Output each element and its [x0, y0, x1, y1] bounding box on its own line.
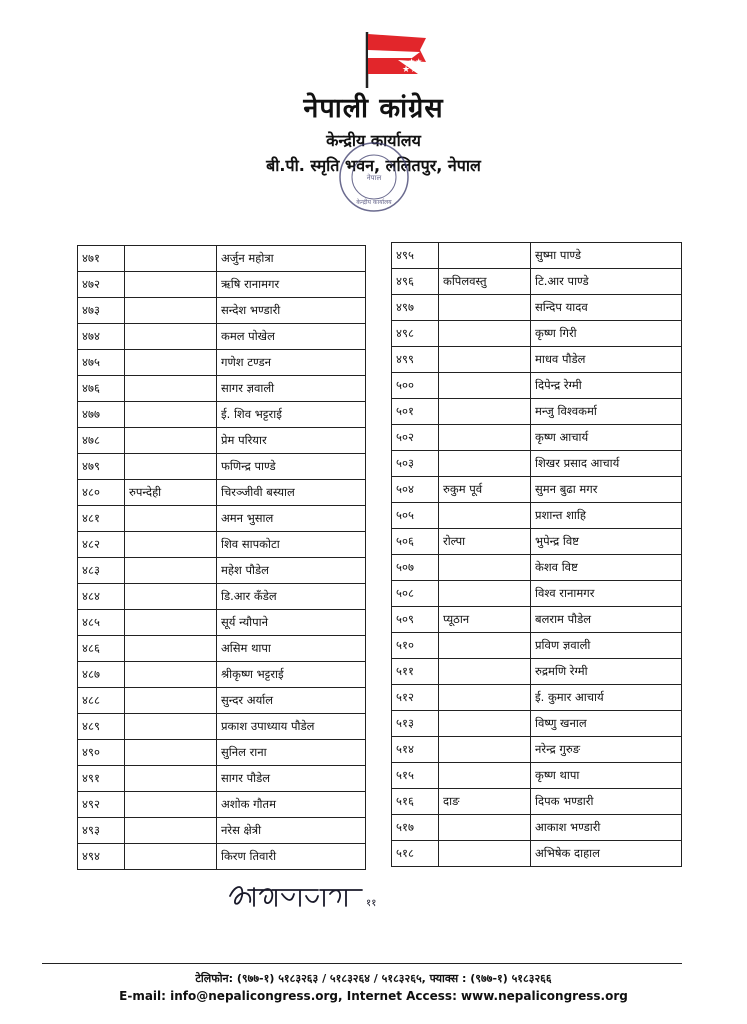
member-name: प्रेम परियार: [217, 428, 366, 454]
member-name: दिपक भण्डारी: [531, 789, 682, 815]
serial-number: ५१८: [392, 841, 439, 867]
table-row: [78, 454, 366, 480]
svg-text:नेपाल: नेपाल: [366, 174, 382, 182]
district-cell: [439, 295, 531, 321]
district-cell: रोल्पा: [439, 529, 531, 555]
member-name: डि.आर कँडेल: [217, 584, 366, 610]
serial-number: ४८५: [78, 610, 125, 636]
serial-number: ५१३: [392, 711, 439, 737]
serial-number: ५१५: [392, 763, 439, 789]
table-row: [392, 555, 682, 581]
member-name: रुद्रमणि रेग्मी: [531, 659, 682, 685]
district-cell: [125, 636, 217, 662]
serial-number: ४८७: [78, 662, 125, 688]
table-row: [78, 714, 366, 740]
district-cell: [125, 558, 217, 584]
member-name: सागर ज्ञवाली: [217, 376, 366, 402]
district-cell: [125, 714, 217, 740]
table-row: [78, 298, 366, 324]
serial-number: ४८३: [78, 558, 125, 584]
member-name: कृष्ण गिरी: [531, 321, 682, 347]
office-title: केन्द्रीय कार्यालय: [326, 131, 421, 150]
district-cell: [125, 584, 217, 610]
serial-number: ५०२: [392, 425, 439, 451]
member-name: चिरञ्जीवी बस्याल: [217, 480, 366, 506]
table-row: [78, 584, 366, 610]
member-name: कमल पोखेल: [217, 324, 366, 350]
serial-number: ५१०: [392, 633, 439, 659]
table-row: [392, 815, 682, 841]
table-row: [78, 506, 366, 532]
svg-text:★★: ★★: [402, 65, 419, 75]
table-row: [392, 295, 682, 321]
table-row: [392, 243, 682, 269]
member-name: नरेन्द्र गुरुङ: [531, 737, 682, 763]
serial-number: ४७४: [78, 324, 125, 350]
serial-number: ४८८: [78, 688, 125, 714]
serial-number: ४९३: [78, 818, 125, 844]
member-name: श्रीकृष्ण भट्टराई: [217, 662, 366, 688]
serial-number: ४९८: [392, 321, 439, 347]
district-cell: [125, 402, 217, 428]
member-name: अशोक गौतम: [217, 792, 366, 818]
district-cell: [439, 659, 531, 685]
serial-number: ५०५: [392, 503, 439, 529]
serial-number: ५१४: [392, 737, 439, 763]
member-name: सागर पौडेल: [217, 766, 366, 792]
district-cell: [439, 815, 531, 841]
member-name: अमन भुसाल: [217, 506, 366, 532]
table-row: [78, 480, 366, 506]
serial-number: ५०९: [392, 607, 439, 633]
district-cell: [439, 711, 531, 737]
party-flag-logo: [358, 28, 430, 90]
svg-text:११: ११: [366, 898, 377, 909]
serial-number: ४७३: [78, 298, 125, 324]
serial-number: ४८६: [78, 636, 125, 662]
serial-number: ५१६: [392, 789, 439, 815]
serial-number: ५०७: [392, 555, 439, 581]
district-cell: [125, 610, 217, 636]
table-row: [392, 503, 682, 529]
member-name: टि.आर पाण्डे: [531, 269, 682, 295]
member-name: अर्जुन महोत्रा: [217, 246, 366, 272]
office-seal-stamp: [337, 140, 411, 214]
serial-number: ४७७: [78, 402, 125, 428]
district-cell: [125, 740, 217, 766]
member-name: ऋषि रानामगर: [217, 272, 366, 298]
district-cell: [125, 506, 217, 532]
table-row: [392, 711, 682, 737]
table-row: [392, 425, 682, 451]
district-cell: [439, 737, 531, 763]
member-name: प्रशान्त शाहि: [531, 503, 682, 529]
svg-text:★★: ★★: [408, 57, 423, 66]
district-cell: [439, 555, 531, 581]
district-cell: [125, 532, 217, 558]
member-name: बलराम पौडेल: [531, 607, 682, 633]
table-row: [392, 633, 682, 659]
table-row: [78, 558, 366, 584]
member-name: किरण तिवारी: [217, 844, 366, 870]
district-cell: [439, 685, 531, 711]
member-name: सुनिल राना: [217, 740, 366, 766]
district-cell: [439, 503, 531, 529]
member-name: माधव पौडेल: [531, 347, 682, 373]
district-cell: [439, 399, 531, 425]
serial-number: ४९६: [392, 269, 439, 295]
member-name: विष्णु खनाल: [531, 711, 682, 737]
member-name: सन्देश भण्डारी: [217, 298, 366, 324]
table-row: [78, 792, 366, 818]
district-cell: [125, 428, 217, 454]
district-cell: कपिलवस्तु: [439, 269, 531, 295]
serial-number: ४७५: [78, 350, 125, 376]
table-row: [78, 740, 366, 766]
footer-email-website: E-mail: info@nepalicongress.org, Internet Access: www.nepalicongress.org: [119, 989, 628, 1003]
district-cell: दाङ: [439, 789, 531, 815]
member-name: प्रविण ज्ञवाली: [531, 633, 682, 659]
table-row: [392, 841, 682, 867]
district-cell: [125, 766, 217, 792]
table-row: [78, 662, 366, 688]
svg-text:केन्द्रीय कार्यालय: केन्द्रीय कार्यालय: [356, 199, 392, 206]
table-row: [392, 529, 682, 555]
serial-number: ५०३: [392, 451, 439, 477]
district-cell: रुपन्देही: [125, 480, 217, 506]
serial-number: ५००: [392, 373, 439, 399]
table-row: [392, 763, 682, 789]
serial-number: ४८०: [78, 480, 125, 506]
district-cell: [439, 425, 531, 451]
table-row: [78, 688, 366, 714]
serial-number: ४९१: [78, 766, 125, 792]
district-cell: [125, 376, 217, 402]
member-name: आकाश भण्डारी: [531, 815, 682, 841]
table-row: [392, 477, 682, 503]
district-cell: [125, 792, 217, 818]
district-cell: रुकुम पूर्व: [439, 477, 531, 503]
table-row: [392, 347, 682, 373]
district-cell: [125, 324, 217, 350]
district-cell: [439, 347, 531, 373]
table-row: [392, 789, 682, 815]
serial-number: ४९७: [392, 295, 439, 321]
table-row: [78, 766, 366, 792]
serial-number: ४८१: [78, 506, 125, 532]
member-table-right: [391, 242, 682, 867]
table-row: [78, 402, 366, 428]
serial-number: ४९२: [78, 792, 125, 818]
member-name: शिखर प्रसाद आचार्य: [531, 451, 682, 477]
table-row: [392, 581, 682, 607]
table-row: [78, 428, 366, 454]
member-table-left: [77, 245, 366, 870]
member-name: सुष्मा पाण्डे: [531, 243, 682, 269]
serial-number: ४७२: [78, 272, 125, 298]
table-row: [78, 610, 366, 636]
district-cell: [439, 581, 531, 607]
member-name: गणेश टण्डन: [217, 350, 366, 376]
serial-number: ५११: [392, 659, 439, 685]
serial-number: ५०८: [392, 581, 439, 607]
member-name: विश्व रानामगर: [531, 581, 682, 607]
district-cell: [125, 272, 217, 298]
member-name: सूर्य न्यौपाने: [217, 610, 366, 636]
serial-number: ४९९: [392, 347, 439, 373]
serial-number: ५०६: [392, 529, 439, 555]
district-cell: [439, 373, 531, 399]
district-cell: [125, 844, 217, 870]
serial-number: ४८२: [78, 532, 125, 558]
member-name: कृष्ण आचार्य: [531, 425, 682, 451]
table-row: [392, 659, 682, 685]
serial-number: ५१२: [392, 685, 439, 711]
member-name: अभिषेक दाहाल: [531, 841, 682, 867]
table-row: [78, 272, 366, 298]
district-cell: [439, 321, 531, 347]
serial-number: ४७६: [78, 376, 125, 402]
member-name: दिपेन्द्र रेग्मी: [531, 373, 682, 399]
serial-number: ४९४: [78, 844, 125, 870]
serial-number: ४७१: [78, 246, 125, 272]
table-row: [392, 737, 682, 763]
district-cell: [439, 451, 531, 477]
member-name: प्रकाश उपाध्याय पौडेल: [217, 714, 366, 740]
table-row: [392, 685, 682, 711]
serial-number: ४८४: [78, 584, 125, 610]
member-name: सुमन बुढा मगर: [531, 477, 682, 503]
district-cell: प्यूठान: [439, 607, 531, 633]
party-name: नेपाली कांग्रेस: [303, 93, 444, 124]
member-name: फणिन्द्र पाण्डे: [217, 454, 366, 480]
district-cell: [125, 454, 217, 480]
member-name: सन्दिप यादव: [531, 295, 682, 321]
serial-number: ५०४: [392, 477, 439, 503]
table-row: [78, 818, 366, 844]
district-cell: [439, 763, 531, 789]
district-cell: [125, 298, 217, 324]
serial-number: ४८९: [78, 714, 125, 740]
member-name: शिव सापकोटा: [217, 532, 366, 558]
table-row: [392, 399, 682, 425]
table-row: [78, 376, 366, 402]
table-row: [78, 532, 366, 558]
member-name: कृष्ण थापा: [531, 763, 682, 789]
district-cell: [125, 662, 217, 688]
serial-number: ४७८: [78, 428, 125, 454]
district-cell: [439, 841, 531, 867]
member-name: भुपेन्द्र विष्ट: [531, 529, 682, 555]
serial-number: ४९०: [78, 740, 125, 766]
table-row: [78, 324, 366, 350]
member-name: नरेस क्षेत्री: [217, 818, 366, 844]
member-name: ई. शिव भट्टराई: [217, 402, 366, 428]
member-name: सुन्दर अर्याल: [217, 688, 366, 714]
serial-number: ५१७: [392, 815, 439, 841]
footer-phone-fax: टेलिफोन: (९७७-१) ५१८३२६३ / ५१८३२६४ / ५१८३२६५, फ्याक्स : (९७७-१) ५१८३२६६: [195, 972, 552, 985]
serial-number: ५०१: [392, 399, 439, 425]
handwritten-signature: [226, 876, 391, 916]
member-name: ई. कुमार आचार्य: [531, 685, 682, 711]
district-cell: [439, 243, 531, 269]
office-address: बी.पी. स्मृति भवन, ललितपुर, नेपाल: [266, 156, 481, 175]
member-name: असिम थापा: [217, 636, 366, 662]
table-row: [392, 607, 682, 633]
table-row: [392, 373, 682, 399]
district-cell: [125, 350, 217, 376]
table-row: [78, 636, 366, 662]
serial-number: ४९५: [392, 243, 439, 269]
member-name: मन्जु विश्वकर्मा: [531, 399, 682, 425]
district-cell: [125, 246, 217, 272]
table-row: [392, 269, 682, 295]
table-row: [78, 844, 366, 870]
table-row: [78, 350, 366, 376]
table-row: [392, 321, 682, 347]
member-name: केशव विष्ट: [531, 555, 682, 581]
table-row: [392, 451, 682, 477]
footer-divider: [42, 963, 682, 964]
district-cell: [125, 818, 217, 844]
district-cell: [125, 688, 217, 714]
table-row: [78, 246, 366, 272]
district-cell: [439, 633, 531, 659]
serial-number: ४७९: [78, 454, 125, 480]
member-name: महेश पौडेल: [217, 558, 366, 584]
